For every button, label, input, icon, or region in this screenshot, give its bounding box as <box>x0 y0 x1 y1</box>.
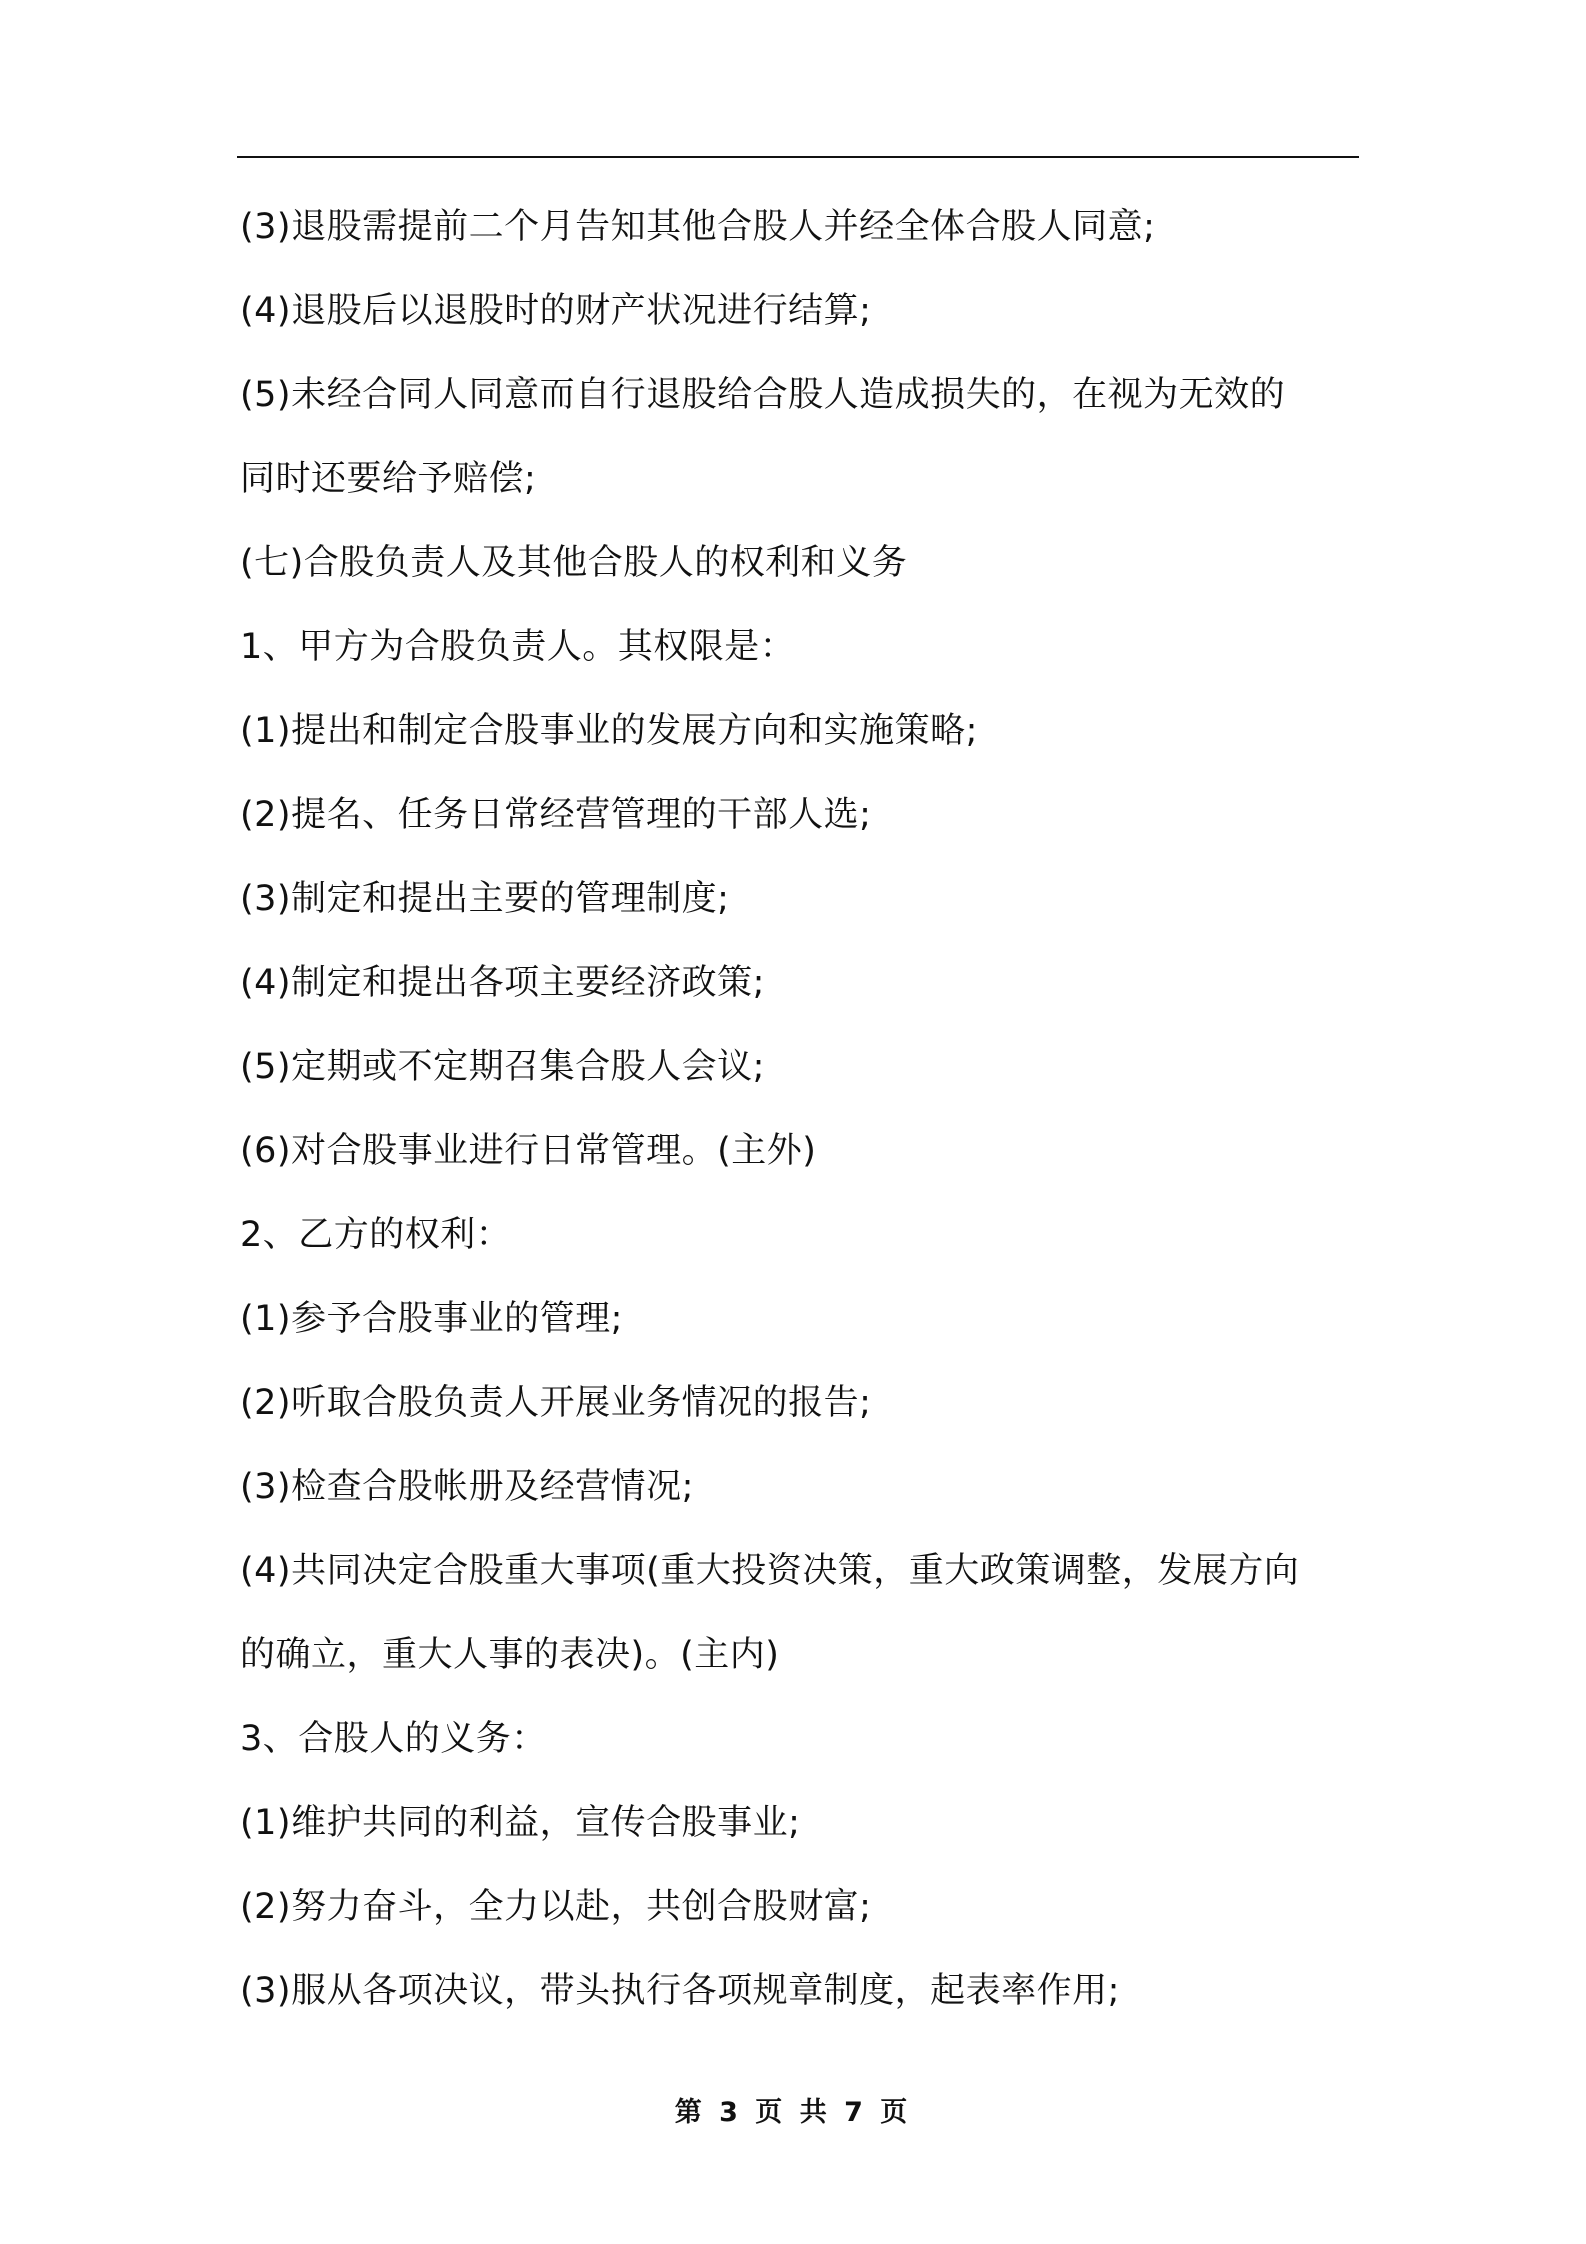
body-line: 的确立，重大人事的表决)。(主内) <box>240 1635 780 1675</box>
subsection-heading: 2、乙方的权利： <box>240 1215 512 1255</box>
body-line: (1)维护共同的利益，宣传合股事业; <box>240 1803 801 1843</box>
body-line: 同时还要给予赔偿; <box>240 459 537 499</box>
body-line: (5)未经合同人同意而自行退股给合股人造成损失的，在视为无效的 <box>240 375 1286 415</box>
body-line: (1)参予合股事业的管理; <box>240 1299 623 1339</box>
subsection-heading: 1、甲方为合股负责人。其权限是： <box>240 627 796 667</box>
body-line: (3)制定和提出主要的管理制度; <box>240 879 730 919</box>
body-line: (3)退股需提前二个月告知其他合股人并经全体合股人同意; <box>240 207 1156 247</box>
header-rule <box>237 156 1359 158</box>
body-line: (3)服从各项决议，带头执行各项规章制度，起表率作用; <box>240 1971 1120 2011</box>
body-line: (4)共同决定合股重大事项(重大投资决策，重大政策调整，发展方向 <box>240 1551 1300 1591</box>
body-line: (4)制定和提出各项主要经济政策; <box>240 963 765 1003</box>
body-line: (6)对合股事业进行日常管理。(主外) <box>240 1131 817 1171</box>
subsection-heading: 3、合股人的义务： <box>240 1719 547 1759</box>
body-line: (2)提名、任务日常经营管理的干部人选; <box>240 795 872 835</box>
body-line: (3)检查合股帐册及经营情况; <box>240 1467 694 1507</box>
body-line: (5)定期或不定期召集合股人会议; <box>240 1047 765 1087</box>
body-line: (2)听取合股负责人开展业务情况的报告; <box>240 1383 872 1423</box>
document-body <box>240 185 1365 2033</box>
body-line: (2)努力奋斗，全力以赴，共创合股财富; <box>240 1887 872 1927</box>
body-line: (1)提出和制定合股事业的发展方向和实施策略; <box>240 711 978 751</box>
body-line: (4)退股后以退股时的财产状况进行结算; <box>240 291 872 331</box>
section-heading: (七)合股负责人及其他合股人的权利和义务 <box>240 543 908 583</box>
page-number: 第 3 页 共 7 页 <box>674 2097 912 2128</box>
